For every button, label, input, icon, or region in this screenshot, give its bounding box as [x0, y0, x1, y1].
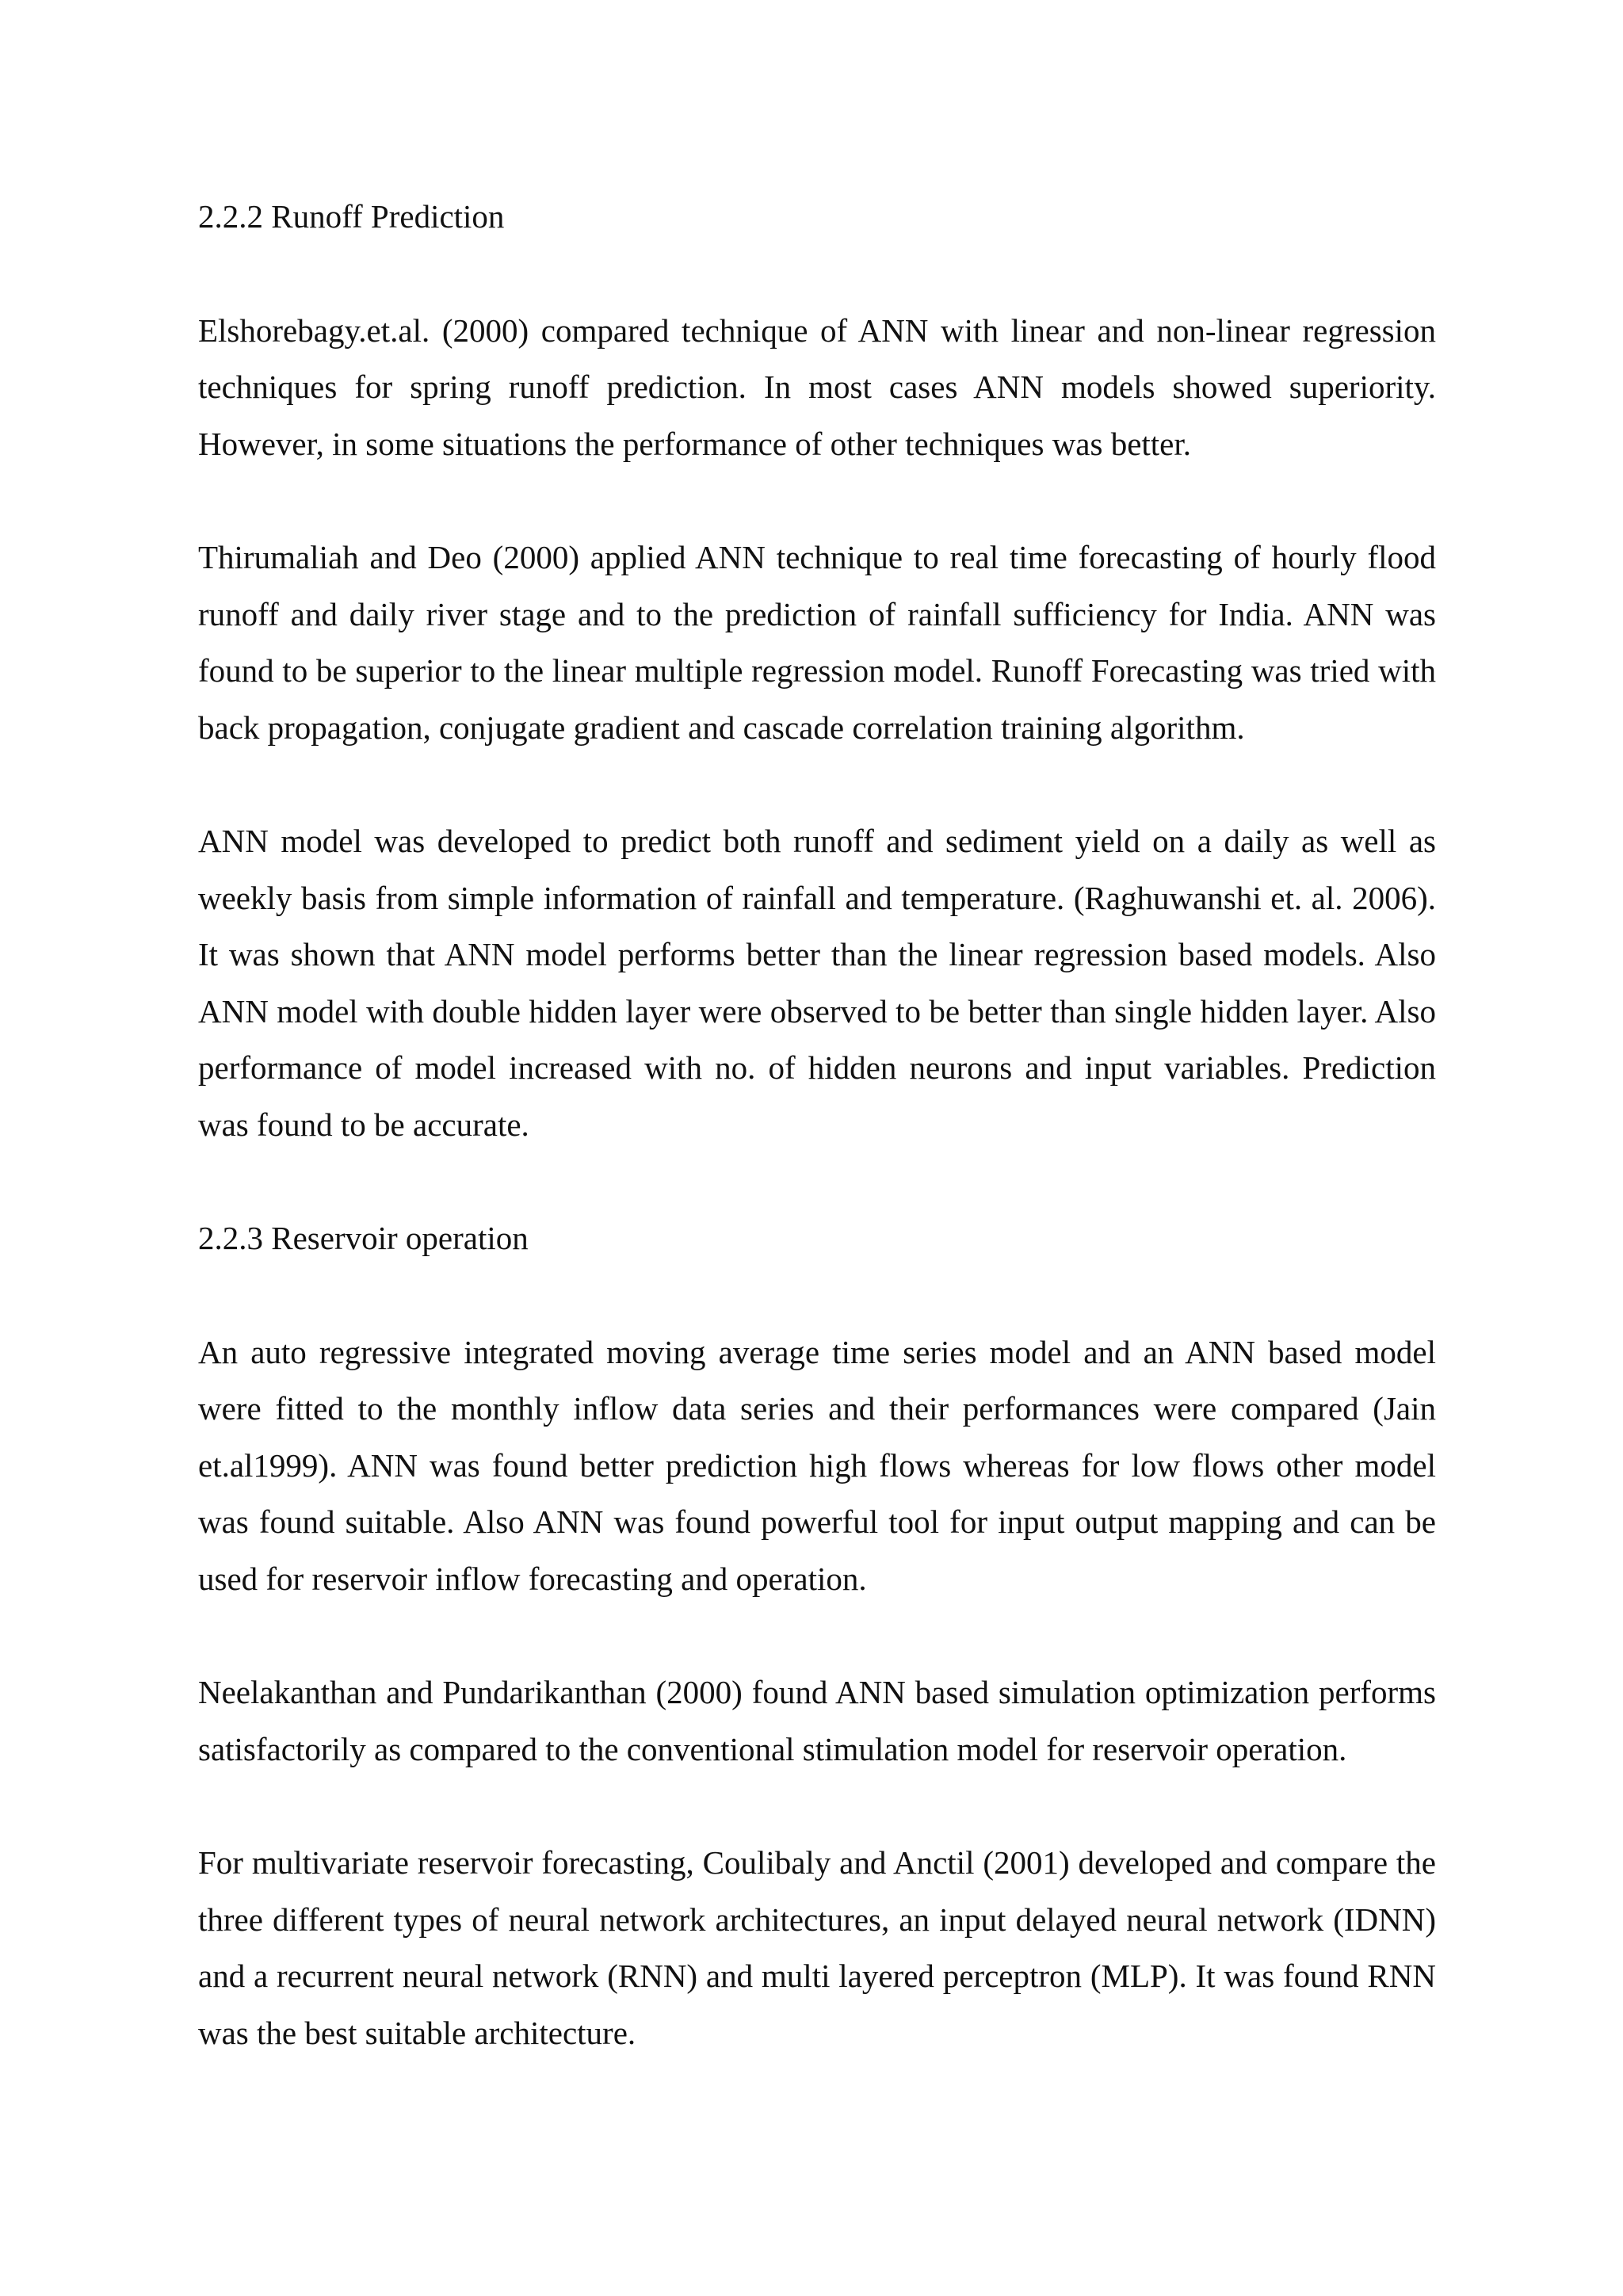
spacer	[198, 472, 1436, 529]
paragraph-arima-ann: An auto regressive integrated moving average time series model and an ANN based model were fitted to the monthly inflow data series and their performances were compared (Jain et.al1999). ANN was found better prediction high flows whereas for low flows other model was found suitable. Also ANN was found powerful tool for input output mapping and can be used for reservoir inflow forecasting and operation.	[198, 1333, 1436, 1597]
paragraph-thirumaliah-deo: Thirumaliah and Deo (2000) applied ANN technique to real time forecasting of hourly flood runoff and daily river stage and to the prediction of rainfall sufficiency for India. ANN was found to be superior to the linear multiple regression model. Runoff Forecasting was tried with back propagation, conjugate gradient and cascade correlation training algorithm.	[198, 539, 1436, 746]
spacer	[198, 1267, 1436, 1324]
spacer	[198, 756, 1436, 813]
spacer	[198, 1778, 1436, 1835]
spacer	[198, 1607, 1436, 1664]
spacer	[198, 246, 1436, 303]
paragraph-coulibaly-anctil: For multivariate reservoir forecasting, Coulibaly and Anctil (2001) developed and compare the three different types of neural network architectures, an input delayed neural network (IDNN) and a recurrent neural network (RNN) and multi layered perceptron (MLP). It was found RNN was the best suitable architecture.	[198, 1844, 1436, 2051]
paragraph-neelakanthan: Neelakanthan and Pundarikanthan (2000) found ANN based simulation optimization performs satisfactorily as compared to the conventional stimulation model for reservoir operation.	[198, 1674, 1436, 1767]
section-heading-runoff-prediction: 2.2.2 Runoff Prediction	[198, 198, 505, 235]
document-page	[198, 189, 1436, 2061]
spacer	[198, 1153, 1436, 1210]
section-heading-reservoir-operation: 2.2.3 Reservoir operation	[198, 1220, 529, 1256]
paragraph-raghuwanshi: ANN model was developed to predict both runoff and sediment yield on a daily as well as weekly basis from simple information of rainfall and temperature. (Raghuwanshi et. al. 2006). It was shown that ANN model performs better than the linear regression based models. Also ANN model with double hidden layer were observed to be better than single hidden layer. Also performance of model increased with no. of hidden neurons and input variables. Prediction was found to be accurate.	[198, 823, 1436, 1143]
paragraph-elshorebagy: Elshorebagy.et.al. (2000) compared technique of ANN with linear and non-linear regression techniques for spring runoff prediction. In most cases ANN models showed superiority. However, in some situations the performance of other techniques was better.	[198, 311, 1436, 462]
